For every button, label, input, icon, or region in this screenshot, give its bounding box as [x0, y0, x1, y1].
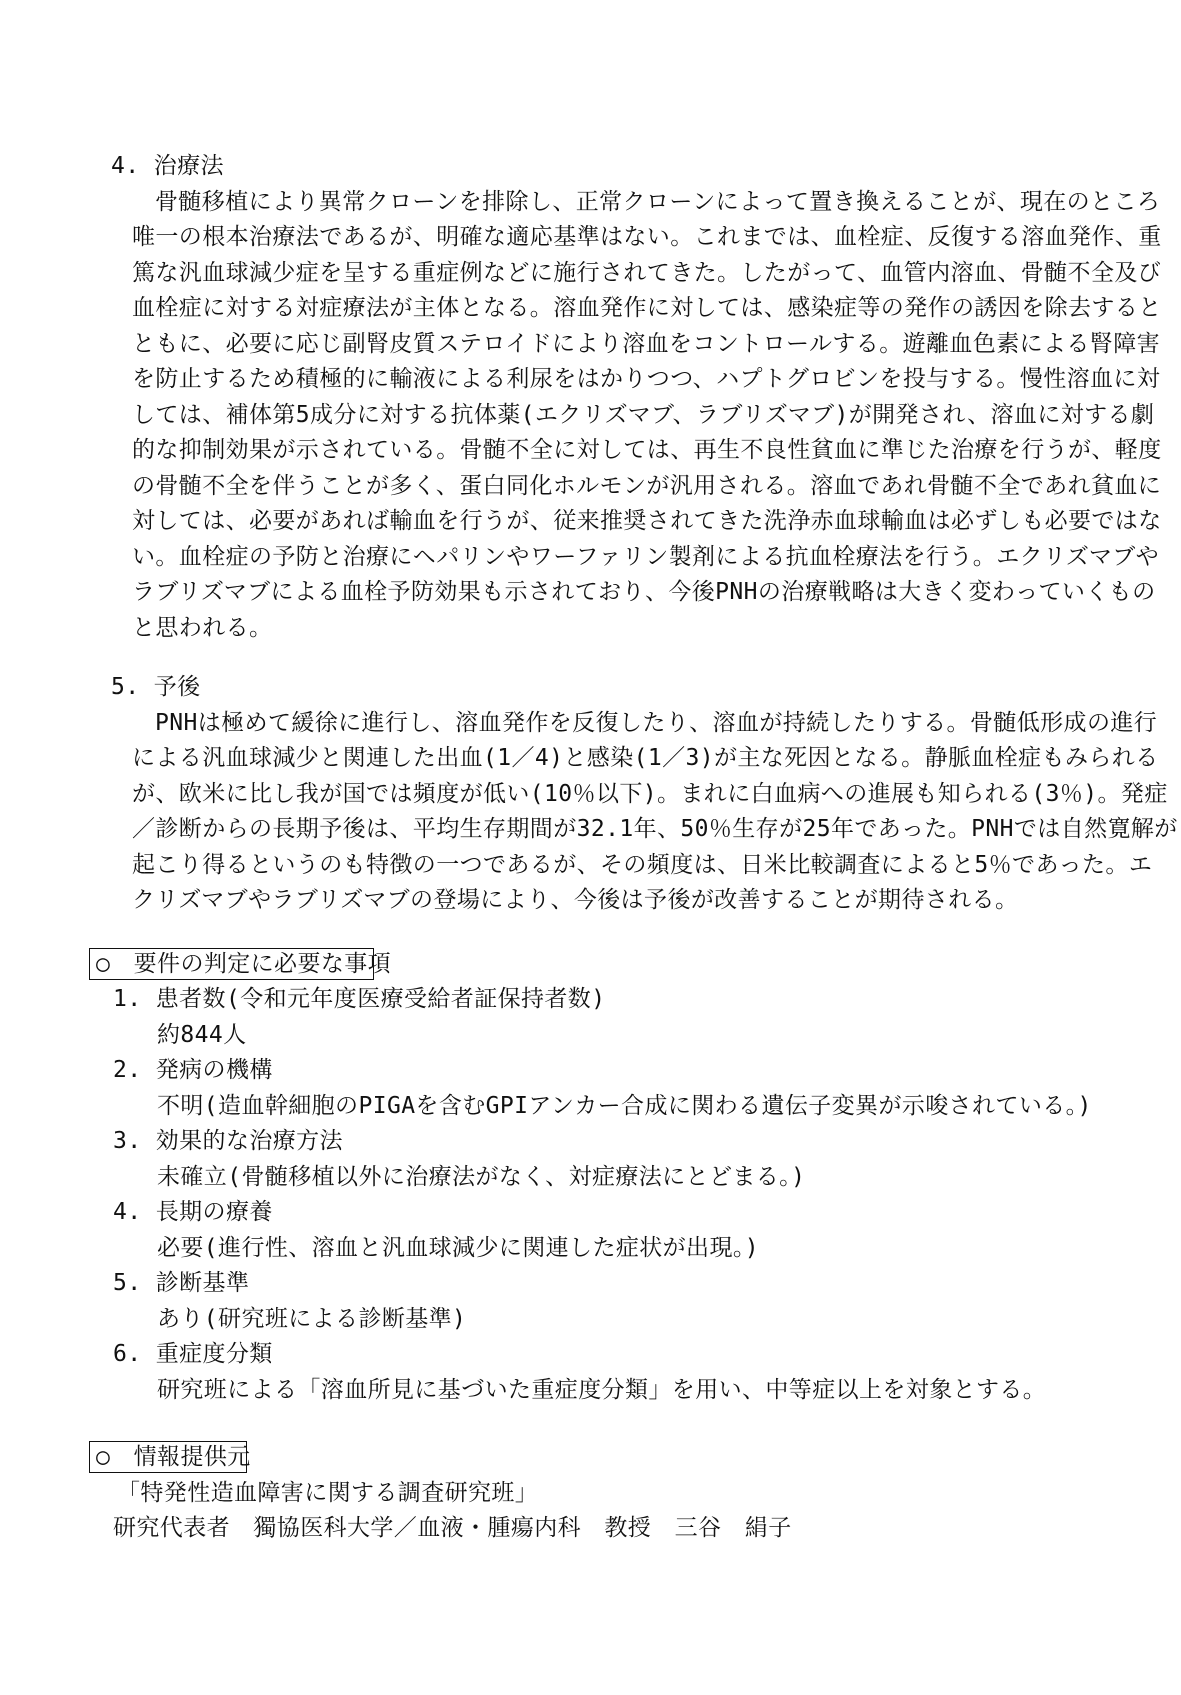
requirement-value: あり(研究班による診断基準): [157, 1305, 467, 1332]
document-page: [0, 149, 1181, 1547]
requirement-value: 未確立(骨髄移植以外に治療法がなく、対症療法にとどまる。): [157, 1163, 806, 1190]
research-group: 「特発性造血障害に関する調査研究班」: [117, 1479, 539, 1506]
paragraph-line: 対しては、必要があれば輸血を行うが、従来推奨されてきた洗浄赤血球輸血は必ずしも必要ではな: [132, 508, 1162, 534]
section-requirements: [0, 947, 1181, 1409]
requirement-value: 必要(進行性、溶血と汎血球減少に関連した症状が出現。): [157, 1234, 759, 1261]
section-heading: 4. 治療法: [111, 153, 224, 179]
paragraph-line: が、欧米に比し我が国では頻度が低い(10％以下)。まれに白血病への進展も知られる(3％)。発症: [132, 780, 1168, 807]
section-heading: 5. 予後: [111, 674, 201, 700]
paragraph-line: ラブリズマブによる血栓予防効果も示されており、今後PNHの治療戦略は大きく変わっていくもの: [132, 579, 1156, 605]
paragraph-line: ／診断からの長期予後は、平均生存期間が32.1年、50％生存が25年であった。PNHでは自然寛解が: [132, 816, 1178, 842]
section-prognosis: [0, 670, 1181, 919]
paragraph-line: の骨髄不全を伴うことが多く、蛋白同化ホルモンが汎用される。溶血であれ骨髄不全であれ貧血に: [132, 472, 1162, 499]
requirement-value: 約844人: [157, 1021, 247, 1048]
requirement-label: 5. 診断基準: [113, 1270, 250, 1296]
paragraph-line: ともに、必要に応じ副腎皮質ステロイドにより溶血をコントロールする。遊離血色素による腎障害: [132, 330, 1160, 357]
boxed-heading: ○ 情報提供元: [89, 1441, 247, 1473]
section-info-source: [0, 1440, 1181, 1547]
paragraph-line: 起こり得るというのも特徴の一つであるが、その頻度は、日米比較調査によると5％であった。エ: [132, 851, 1153, 878]
requirement-value: 研究班による「溶血所見に基づいた重症度分類」を用い、中等症以上を対象とする。: [157, 1376, 1047, 1403]
paragraph-line: 骨髄移植により異常クローンを排除し、正常クローンによって置き換えることが、現在のところ: [155, 188, 1161, 215]
prognosis-paragraph: [0, 706, 1181, 919]
paragraph-line: による汎血球減少と関連した出血(1／4)と感染(1／3)が主な死因となる。静脈血栓症もみられる: [132, 745, 1159, 771]
requirement-label: 6. 重症度分類: [113, 1341, 273, 1367]
paragraph-line: 篤な汎血球減少症を呈する重症例などに施行されてきた。したがって、血管内溶血、骨髄不全及び: [132, 259, 1162, 286]
requirement-label: 4. 長期の療養: [113, 1199, 273, 1225]
paragraph-line: い。血栓症の予防と治療にヘパリンやワーファリン製剤による抗血栓療法を行う。エクリズマブや: [132, 543, 1160, 570]
boxed-heading: ○ 要件の判定に必要な事項: [89, 948, 374, 980]
paragraph-line: 的な抑制効果が示されている。骨髄不全に対しては、再生不良性貧血に準じた治療を行うが、軽度: [132, 437, 1162, 463]
paragraph-line: を防止するため積極的に輸液による利尿をはかりつつ、ハプトグロビンを投与する。慢性溶血に対: [132, 366, 1161, 392]
requirement-label: 1. 患者数(令和元年度医療受給者証保持者数): [113, 986, 606, 1012]
representative: 研究代表者 獨協医科大学／血液・腫瘍内科 教授 三谷 絹子: [113, 1515, 792, 1541]
paragraph-line: 血栓症に対する対症療法が主体となる。溶血発作に対しては、感染症等の発作の誘因を除去すると: [132, 295, 1162, 321]
paragraph-line: と思われる。: [132, 614, 273, 641]
paragraph-line: しては、補体第5成分に対する抗体薬(エクリズマブ、ラブリズマブ)が開発され、溶血に対する劇: [132, 401, 1155, 428]
section-treatment: [0, 149, 1181, 646]
paragraph-line: 唯一の根本治療法であるが、明確な適応基準はない。これまでは、血栓症、反復する溶血発作、重: [132, 224, 1162, 250]
paragraph-line: PNHは極めて緩徐に進行し、溶血発作を反復したり、溶血が持続したりする。骨髄低形成の進行: [155, 709, 1158, 736]
treatment-paragraph: [0, 185, 1181, 647]
requirement-label: 3. 効果的な治療方法: [113, 1128, 343, 1154]
paragraph-line: クリズマブやラブリズマブの登場により、今後は予後が改善することが期待される。: [132, 887, 1019, 913]
requirement-value: 不明(造血幹細胞のPIGAを含むGPIアンカー合成に関わる遺伝子変異が示唆されている。): [157, 1092, 1092, 1119]
requirement-label: 2. 発病の機構: [113, 1057, 273, 1083]
